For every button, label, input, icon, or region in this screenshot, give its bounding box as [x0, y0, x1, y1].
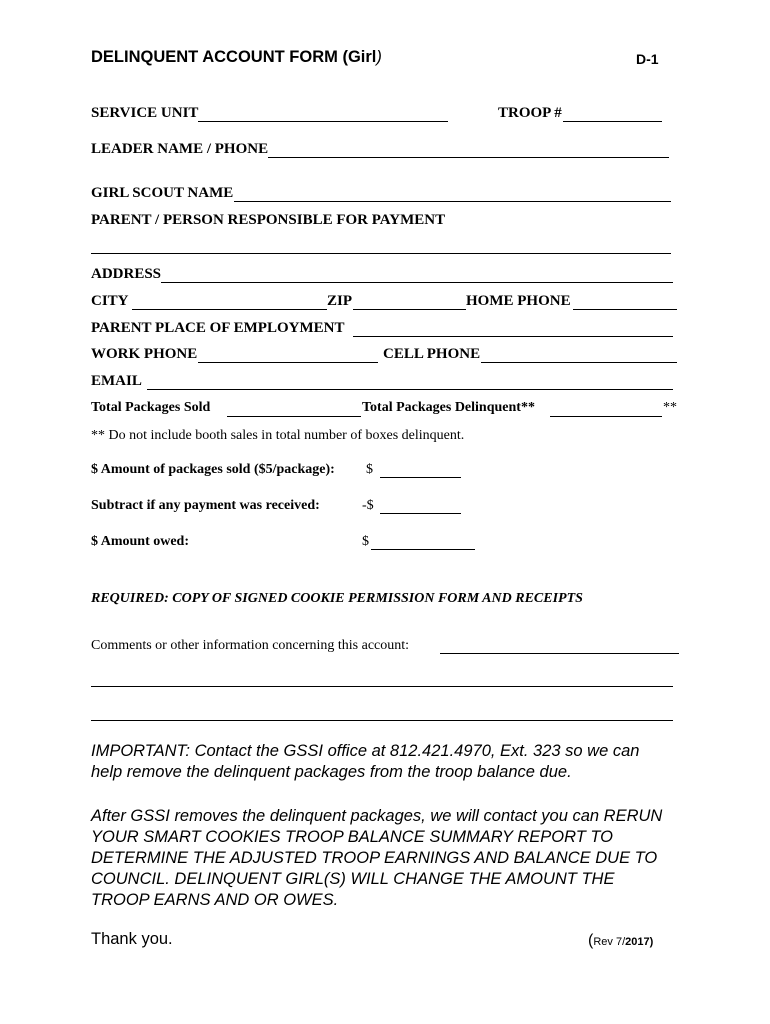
work-phone-field[interactable]	[198, 362, 378, 363]
rev-text: Rev 7/	[593, 936, 626, 948]
home-phone-field[interactable]	[573, 309, 677, 310]
amount-sold-prefix: $	[366, 462, 373, 477]
email-field[interactable]	[147, 389, 673, 390]
amount-owed-prefix: $	[362, 534, 369, 549]
total-delinquent-label: Total Packages Delinquent**	[362, 400, 535, 415]
email-label: EMAIL	[91, 373, 142, 389]
zip-field[interactable]	[353, 309, 466, 310]
rev-year: 2017	[625, 936, 650, 948]
amount-sold-label: $ Amount of packages sold ($5/package):	[91, 462, 335, 477]
amount-owed-field[interactable]	[371, 549, 475, 550]
form-title-paren: )	[376, 48, 382, 66]
subtract-label: Subtract if any payment was received:	[91, 498, 320, 513]
rev-close: )	[649, 936, 654, 948]
city-label: CITY	[91, 293, 129, 309]
subtract-prefix: -$	[362, 498, 374, 513]
thank-you: Thank you.	[91, 930, 173, 948]
amount-sold-field[interactable]	[380, 477, 461, 478]
girl-scout-name-label: GIRL SCOUT NAME	[91, 185, 234, 201]
comments-field-2[interactable]	[91, 686, 673, 687]
comments-field-3[interactable]	[91, 720, 673, 721]
address-label: ADDRESS	[91, 266, 162, 282]
required-note: REQUIRED: COPY OF SIGNED COOKIE PERMISSION FORM AND RECEIPTS	[91, 591, 583, 606]
troop-field[interactable]	[563, 121, 662, 122]
total-sold-label: Total Packages Sold	[91, 400, 211, 415]
work-phone-label: WORK PHONE	[91, 346, 198, 362]
troop-label: TROOP #	[498, 105, 562, 121]
amount-owed-label: $ Amount owed:	[91, 534, 190, 549]
revision-note	[588, 932, 653, 950]
comments-label: Comments or other information concerning this account:	[91, 638, 410, 653]
city-field[interactable]	[132, 309, 327, 310]
leader-field[interactable]	[268, 157, 669, 158]
subtract-field[interactable]	[380, 513, 461, 514]
comments-field-1[interactable]	[440, 653, 679, 654]
cell-phone-label: CELL PHONE	[383, 346, 481, 362]
parent-responsible-label: PARENT / PERSON RESPONSIBLE FOR PAYMENT	[91, 212, 446, 228]
service-unit-field[interactable]	[198, 121, 448, 122]
form-title	[91, 48, 382, 67]
home-phone-label: HOME PHONE	[466, 293, 571, 309]
total-sold-field[interactable]	[227, 416, 361, 417]
service-unit-label: SERVICE UNIT	[91, 105, 199, 121]
address-field[interactable]	[161, 282, 673, 283]
parent-employment-label: PARENT PLACE OF EMPLOYMENT	[91, 320, 345, 336]
cell-phone-field[interactable]	[481, 362, 677, 363]
important-paragraph: IMPORTANT: Contact the GSSI office at 812.421.4970, Ext. 323 so we can help remove the delinquent packages from the troop balance due.	[91, 742, 640, 781]
girl-scout-name-field[interactable]	[234, 201, 671, 202]
total-delinquent-suffix: **	[663, 400, 677, 415]
leader-label: LEADER NAME / PHONE	[91, 141, 269, 157]
form-title-text: DELINQUENT ACCOUNT FORM (Girl	[91, 48, 377, 66]
total-delinquent-field[interactable]	[550, 416, 662, 417]
parent-responsible-field[interactable]	[91, 253, 671, 254]
zip-label: ZIP	[327, 293, 353, 309]
booth-sales-note: ** Do not include booth sales in total number of boxes delinquent.	[91, 428, 465, 443]
form-code: D-1	[636, 51, 659, 67]
rev-open: (	[588, 932, 594, 949]
parent-employment-field[interactable]	[353, 336, 673, 337]
after-paragraph: After GSSI removes the delinquent packages, we will contact you can RERUN YOUR SMART COOKIES TROOP BALANCE SUMMARY REPORT TO DETERMINE THE ADJUSTED TROOP EARNINGS AND BALANCE DUE TO COUNCIL. DELINQUENT GIRL(S) WILL CHANGE THE AMOUNT THE TROOP EARNS AND OR OWES.	[91, 807, 663, 909]
